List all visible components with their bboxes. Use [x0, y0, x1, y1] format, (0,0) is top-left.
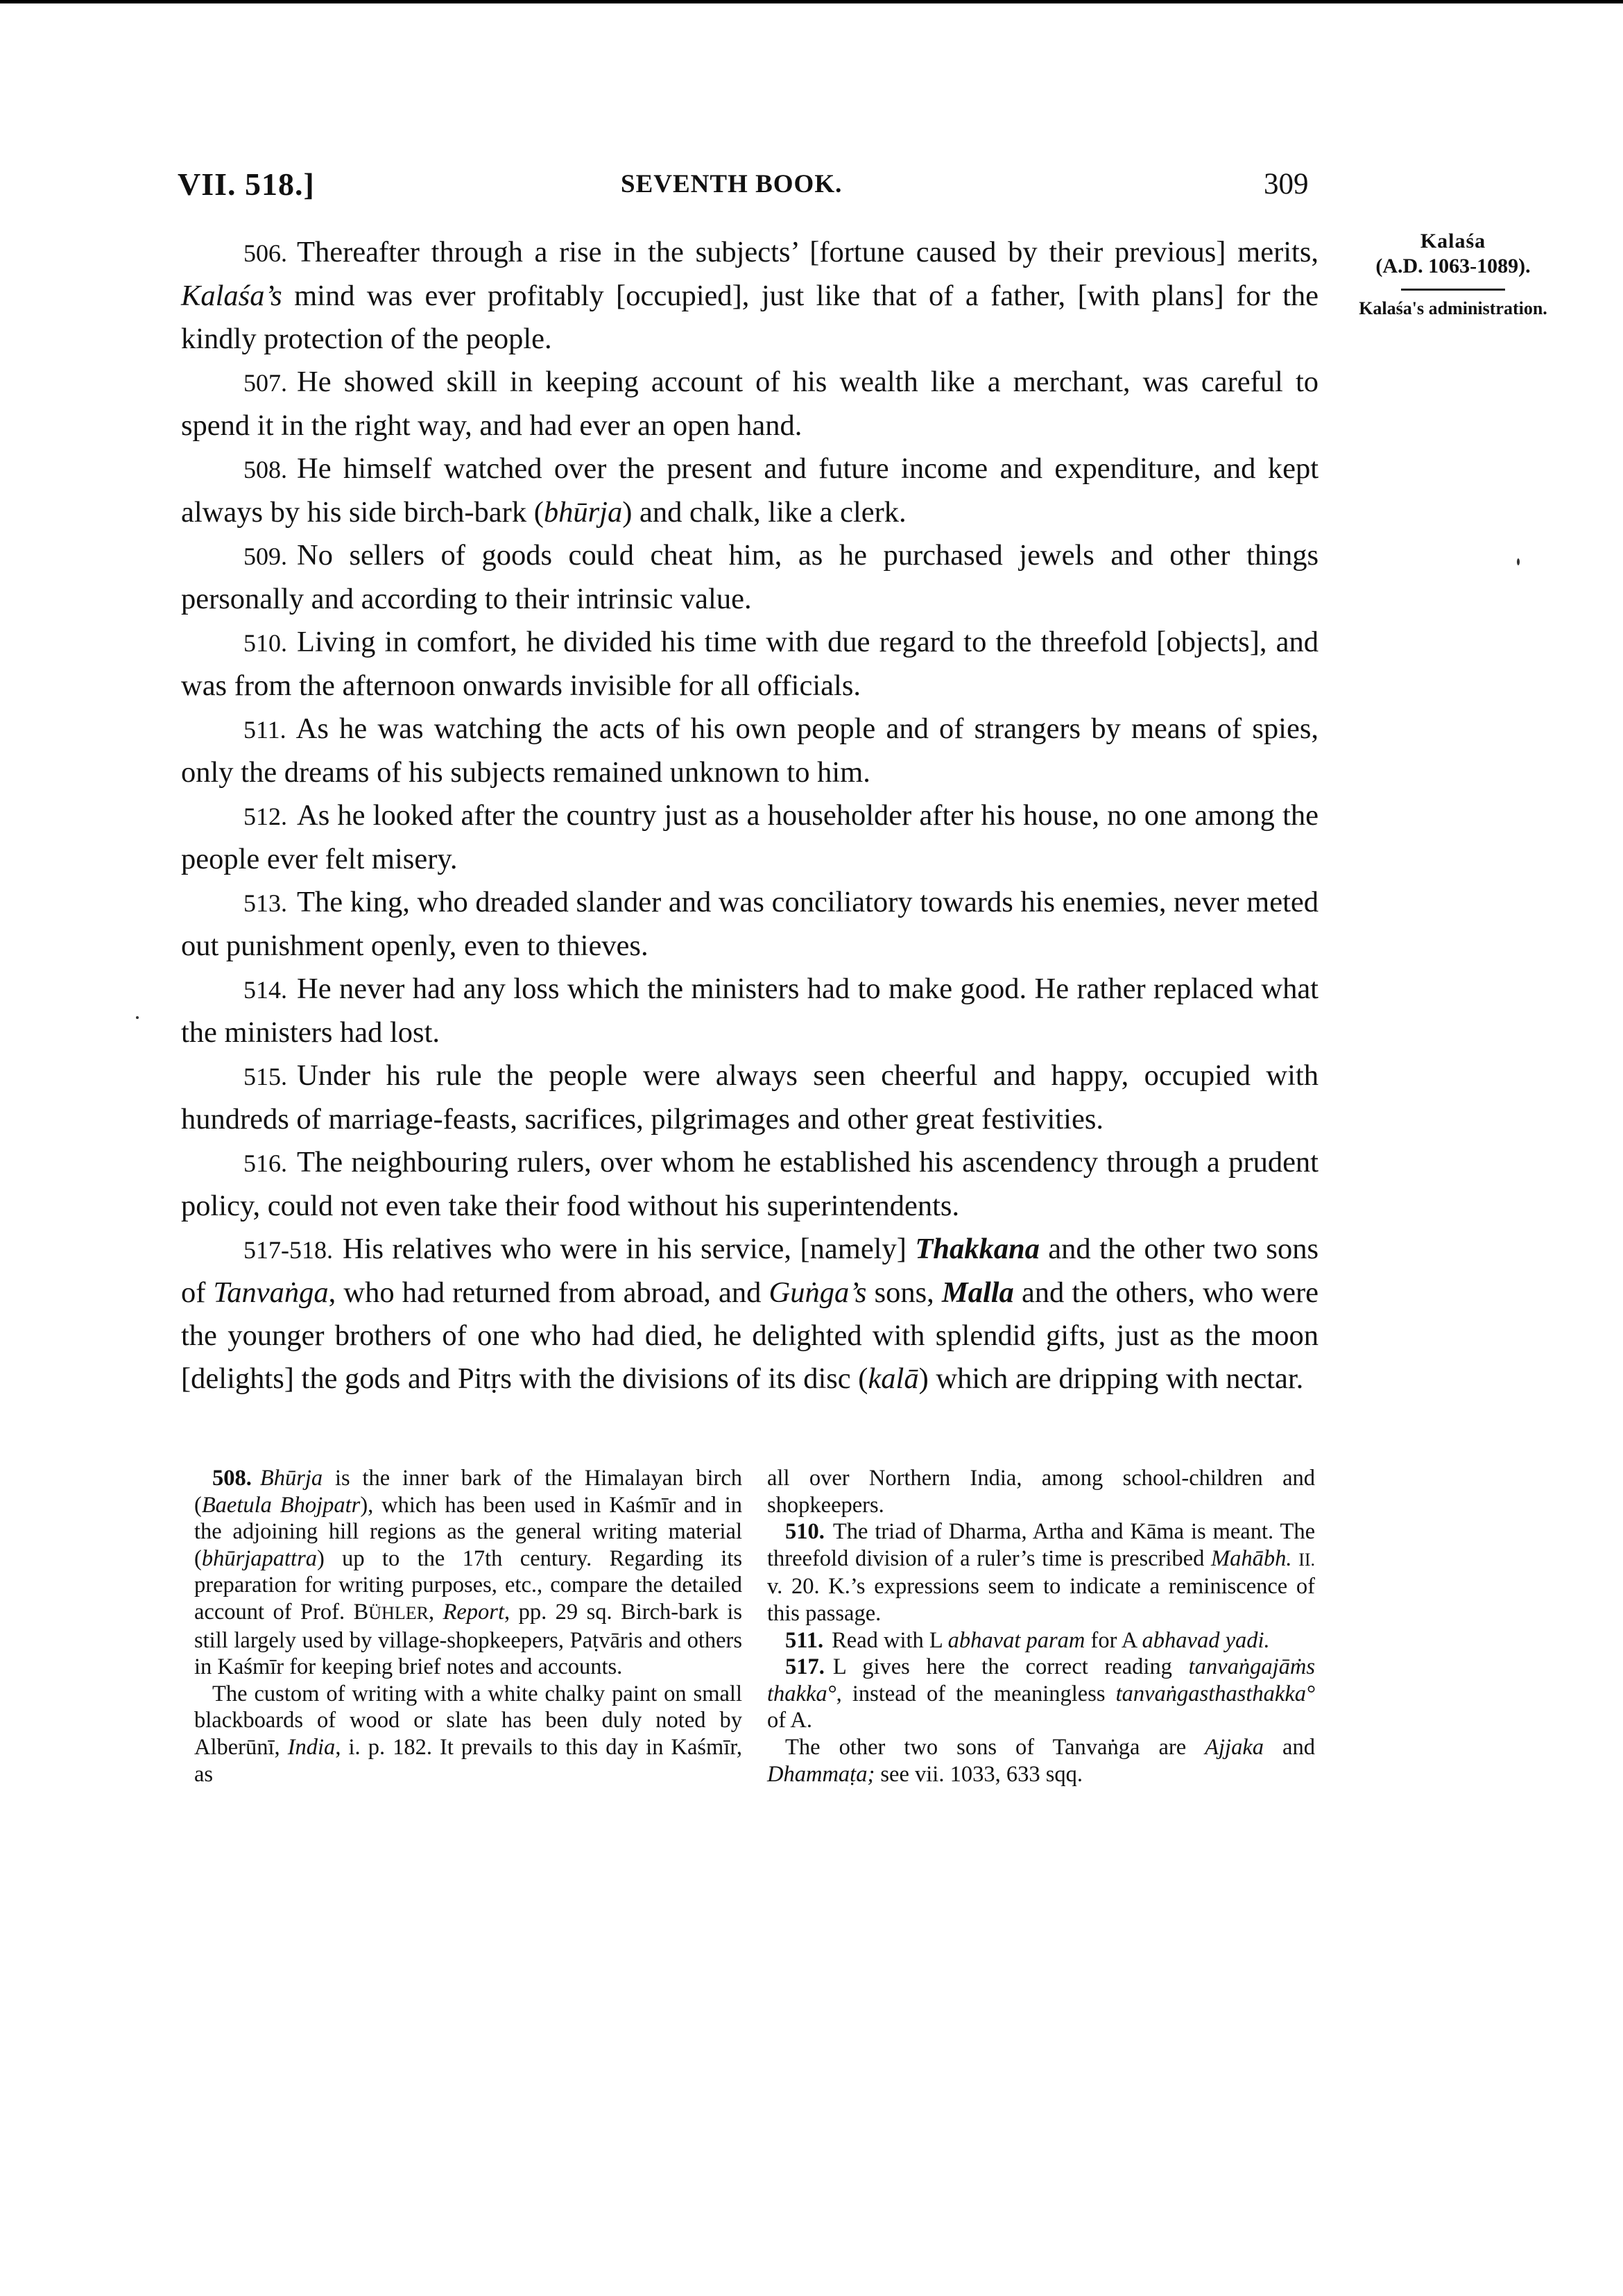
verse-number: 511. — [243, 716, 286, 744]
margin-note-dates: (A.D. 1063-1089). — [1375, 255, 1531, 277]
verse-body: Thereafter through a rise in the subjects’ [fortune caused by their previous] merits, Kalaśa’s mind was ever profitably [occupied], just like that of a father, [with plans] for the kindly protection of the people. — [181, 236, 1319, 355]
footnote — [194, 1465, 742, 1681]
footnote-body: L gives here the correct reading tanvaṅgajāṁs thakka°, instead of the meaningless tanvaṅgasthasthakka° of A. — [767, 1654, 1315, 1733]
footnote-body: Read with L abhavat param for A abhavad yadi. — [832, 1627, 1270, 1653]
footnotes-right-column — [767, 1465, 1315, 1788]
footnote-number: 508. — [212, 1466, 252, 1491]
verse-number: 508. — [243, 456, 287, 483]
verse-paragraph — [181, 621, 1319, 708]
running-head-title: SEVENTH BOOK. — [621, 170, 843, 198]
verse-body: No sellers of goods could cheat him, as he purchased jewels and other things personally and according to their intrinsic value. — [181, 539, 1319, 615]
footnote — [767, 1654, 1315, 1734]
footnote — [767, 1518, 1315, 1627]
verse-number: 513. — [243, 889, 287, 917]
verse-body: Under his rule the people were always seen cheerful and happy, occupied with hundreds of marriage-feasts, sacrifices, pilgrimages and other great festivities. — [181, 1059, 1319, 1136]
verse-paragraph — [181, 1228, 1319, 1400]
verse-text — [181, 231, 1319, 1400]
margin-note-name: Kalaśa — [1420, 230, 1486, 252]
footnotes-left-column — [194, 1465, 742, 1788]
verse-body: His relatives who were in his service, [namely] Thakkana and the other two sons of Tanvaṅga, who had returned from abroad, and Guṅga’s sons, Malla and the others, who were the younger brothers of one who had died, he delighted with splendid gifts, just as the moon [delights] the gods and Pitṛs with the divisions of its disc (kalā) which are dripping with nectar. — [181, 1233, 1319, 1395]
top-border — [0, 0, 1623, 3]
verse-number: 509. — [243, 542, 287, 570]
stray-mark — [1517, 558, 1520, 565]
verse-paragraph — [181, 231, 1319, 361]
footnote-number: 517. — [785, 1654, 825, 1680]
footnote — [767, 1734, 1315, 1788]
verse-body: The neighbouring rulers, over whom he established his ascendency through a prudent policy, could not even take their food without his superintendents. — [181, 1146, 1319, 1222]
verse-paragraph — [181, 881, 1319, 968]
verse-number: 506. — [243, 239, 287, 267]
verse-paragraph — [181, 447, 1319, 534]
footnote-body: The other two sons of Tanvaṅga are Ajjaka and Dhammaṭa; see vii. 1033, 633 sqq. — [767, 1734, 1315, 1787]
verse-body: He never had any loss which the ministers had to make good. He rather replaced what the ministers had lost. — [181, 973, 1319, 1049]
footnote-body: The triad of Dharma, Artha and Kāma is meant. The threefold division of a ruler’s time is prescribed Mahābh. II. v. 20. K.’s expressions seem to indicate a reminiscence of this passage. — [767, 1519, 1316, 1626]
margin-note-topic: Kalaśa's administration. — [1359, 298, 1547, 318]
verse-body: As he was watching the acts of his own people and of strangers by means of spies, only the dreams of his subjects remained unknown to him. — [181, 712, 1319, 789]
verse-number: 507. — [243, 369, 287, 397]
footnote-body: all over Northern India, among school-children and shopkeepers. — [767, 1466, 1315, 1518]
footnote — [767, 1627, 1315, 1654]
footnote — [194, 1681, 742, 1788]
margin-note — [1356, 229, 1550, 320]
verse-body: He showed skill in keeping account of his wealth like a merchant, was careful to spend it in the right way, and had ever an open hand. — [181, 366, 1319, 442]
verse-body: He himself watched over the present and future income and expenditure, and kept always by his side birch-bark (bhūrja) and chalk, like a clerk. — [181, 452, 1319, 529]
margin-note-rule — [1401, 289, 1505, 291]
verse-number: 514. — [243, 976, 287, 1004]
verse-paragraph — [181, 1054, 1319, 1141]
verse-body: The king, who dreaded slander and was conciliatory towards his enemies, never meted out punishment openly, even to thieves. — [181, 886, 1319, 962]
verse-body: Living in comfort, he divided his time with due regard to the threefold [objects], and was from the afternoon onwards invisible for all officials. — [181, 626, 1319, 702]
footnote-number: 510. — [785, 1519, 825, 1545]
footnote — [767, 1465, 1315, 1518]
verse-body: As he looked after the country just as a householder after his house, no one among the people ever felt misery. — [181, 799, 1319, 875]
footnote-number: 511. — [785, 1627, 824, 1653]
verse-number: 512. — [243, 803, 287, 830]
footnote-body: The custom of writing with a white chalky paint on small blackboards of wood or slate has been duly noted by Alberūnī, India, i. p. 182. It prevails to this day in Kaśmīr, as — [194, 1681, 742, 1787]
verse-paragraph — [181, 968, 1319, 1054]
running-head-section: VII. 518.] — [178, 166, 315, 202]
stray-mark — [136, 1016, 139, 1019]
verse-paragraph — [181, 361, 1319, 447]
verse-paragraph — [181, 1141, 1319, 1228]
verse-number: 515. — [243, 1063, 287, 1090]
verse-number: 516. — [243, 1149, 287, 1177]
verse-paragraph — [181, 708, 1319, 794]
verse-number: 517-518. — [243, 1236, 333, 1264]
verse-number: 510. — [243, 629, 287, 657]
footnote-body: Bhūrja is the inner bark of the Himalayan birch (Baetula Bhojpatr), which has been used in Kaśmīr and in the adjoining hill regions as the general writing material (bhūrjapattra) up to the 17th century. Regarding its preparation for writing purposes, etc., compare the detailed account of Prof. BÜHLER, Report, pp. 29 sq. Birch-bark is still largely used by village-shopkeepers, Paṭvāris and others in Kaśmīr for keeping brief notes and accounts. — [194, 1466, 742, 1680]
verse-paragraph — [181, 534, 1319, 621]
page-number: 309 — [1264, 168, 1309, 200]
verse-paragraph — [181, 794, 1319, 881]
